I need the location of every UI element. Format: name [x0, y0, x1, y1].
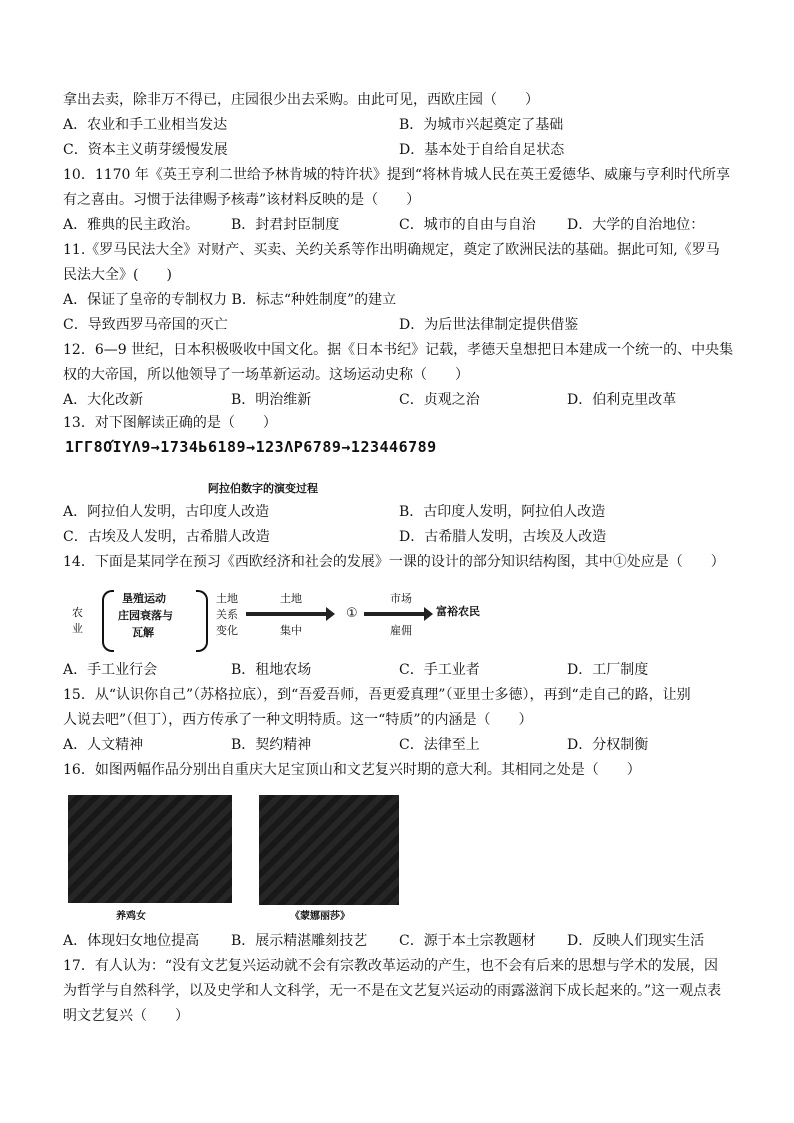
q15-option-a: A．人文精神 [63, 737, 144, 753]
diagram-blank-circle: ① [346, 606, 358, 621]
q10-stem-line2: 有之喜由。习惯于法律赐予核毒”该材料反映的是（ ） [63, 192, 421, 208]
diagram-mid-land: 土地 [216, 592, 238, 605]
diagram-item-manor-decline: 庄园衰落与 [118, 609, 173, 622]
q17-stem-line1: 17．有人认为：“没有文艺复兴运动就不会有宗教改革运动的产生，也不会有后来的思想与学术的发展，因 [63, 958, 718, 974]
q9-option-d: D．基本处于自给自足状态 [399, 142, 565, 158]
q16-stem: 16．如图两幅作品分别出自重庆大足宝顶山和文艺复兴时期的意大利。其相同之处是（ ） [63, 762, 641, 778]
q14-option-b: B．租地农场 [231, 662, 312, 678]
q16-option-a: A．体现妇女地位提高 [63, 933, 200, 949]
q13-option-c: C．古埃及人发明，古希腊人改造 [63, 529, 270, 545]
q15-stem-line2: 人说去吧”（但丁），西方传承了一种文明特质。这一“特质”的内涵是（ ） [63, 712, 533, 728]
q17-stem-line2: 为哲学与自然科学，以及史学和人文科学，无一不是在文艺复兴运动的雨露滋润下成长起来的。”这一观点表 [63, 983, 722, 999]
q14-option-d: D．工厂制度 [567, 662, 649, 678]
q14-option-a: A．手工业行会 [63, 662, 158, 678]
diagram-item-reclamation: 垦殖运动 [122, 592, 166, 605]
q13-stem: 13．对下图解读正确的是（ ） [63, 415, 277, 431]
diagram-arrow-2 [364, 612, 426, 616]
q10-option-a: A．雅典的民主政治。 [63, 217, 200, 233]
mona-lisa-image [259, 795, 399, 905]
numeral-evolution-figure [63, 436, 455, 498]
q15-option-c: C．法律至上 [399, 737, 480, 753]
mona-lisa-caption: 《蒙娜丽莎》 [290, 911, 350, 922]
q12-option-c: C．贞观之治 [399, 392, 480, 408]
diagram-label-agri-1: 农 [72, 606, 83, 619]
diagram-left-brace [102, 590, 114, 652]
q10-option-d: D．大学的自治地位： [567, 217, 705, 233]
q14-option-c: C．手工业者 [399, 662, 480, 678]
q13-option-b: B．古印度人发明，阿拉伯人改造 [399, 504, 606, 520]
q16-option-d: D．反映人们现实生活 [567, 933, 705, 949]
q11-option-c: C．导致西罗马帝国的灭亡 [63, 317, 228, 333]
q14-stem: 14．下面是某同学在预习《西欧经济和社会的发展》一课的设计的部分知识结构图，其中①处应是（ ） [63, 554, 725, 570]
q9-option-b: B．为城市兴起奠定了基础 [399, 117, 564, 133]
diagram-arrow1-bottom: 集中 [280, 624, 302, 637]
q12-option-b: B．明治维新 [231, 392, 312, 408]
q15-stem-line1: 15．从“认识你自己”（苏格拉底），到“吾爱吾师，吾更爱真理”（亚里士多德），再到“走自己的路，让别 [63, 687, 691, 703]
carving-image-left [68, 795, 232, 903]
q9-option-a: A．农业和手工业相当发达 [63, 117, 228, 133]
q12-option-d: D．伯利克里改革 [567, 392, 677, 408]
diagram-end-rich-peasants: 富裕农民 [436, 605, 480, 618]
diagram-arrow2-bottom: 雇佣 [390, 624, 412, 637]
q10-option-c: C．城市的自由与自治 [399, 217, 536, 233]
q11-option-ab: A．保证了皇帝的专制权力 B．标志“种姓制度”的建立 [63, 292, 397, 308]
q12-stem-line2: 权的大帝国，所以他领导了一场革新运动。这场运动史称（ ） [63, 367, 469, 383]
diagram-mid-change: 变化 [216, 624, 238, 637]
diagram-arrow1-top: 土地 [280, 592, 302, 605]
q12-stem-line1: 12．6—9 世纪，日本积极吸收中国文化。据《日本书纪》记载，孝德天皇想把日本建成一个统一的、中央集 [63, 342, 734, 358]
q13-option-d: D．古希腊人发明，古埃及人改造 [399, 529, 607, 545]
knowledge-structure-diagram [66, 586, 486, 654]
q15-option-b: B．契约精神 [231, 737, 312, 753]
diagram-arrow2-top: 市场 [390, 592, 412, 605]
q12-option-a: A．大化改新 [63, 392, 144, 408]
diagram-label-agri-2: 业 [72, 622, 83, 635]
q17-stem-line3: 明文艺复兴（ ） [63, 1008, 189, 1024]
q11-stem-line1: 11.《罗马民法大全》对财产、买卖、关约关系等作出明确规定，奠定了欧洲民法的基础。据此可知,《罗马 [63, 242, 720, 258]
q15-option-d: D．分权制衡 [567, 737, 649, 753]
numeral-figure-caption: 阿拉伯数字的演变过程 [208, 482, 318, 495]
diagram-arrow-1 [246, 612, 328, 616]
diagram-right-brace [196, 590, 208, 652]
diagram-item-collapse: 瓦解 [132, 626, 154, 639]
q16-option-c: C．源于本土宗教题材 [399, 933, 536, 949]
q10-stem-line1: 10．1170 年《英王亨利二世给予林肯城的特许状》提到“将林肯城人民在英王爱德华、威廉与亨利时代所享 [63, 167, 731, 183]
q13-option-a: A．阿拉伯人发明，古印度人改造 [63, 504, 270, 520]
q9-stem: 拿出去卖，除非万不得已，庄园很少出去采购。由此可见，西欧庄园（ ） [63, 92, 539, 108]
q16-option-b: B．展示精湛雕刻技艺 [231, 933, 368, 949]
q10-option-b: B．封君封臣制度 [231, 217, 340, 233]
q9-option-c: C．资本主义萌芽缓慢发展 [63, 142, 228, 158]
carving-image-caption: 养鸡女 [116, 911, 146, 922]
numeral-sequence: 1ΓΓ8ΟΊΥΛ9→1734Ь6189→123ΛΡ6789→123446789 [65, 438, 437, 456]
diagram-mid-relation: 关系 [216, 608, 238, 621]
q11-stem-line2: 民法大全》( ) [63, 267, 172, 283]
q11-option-d: D．为后世法律制定提供借鉴 [399, 317, 579, 333]
